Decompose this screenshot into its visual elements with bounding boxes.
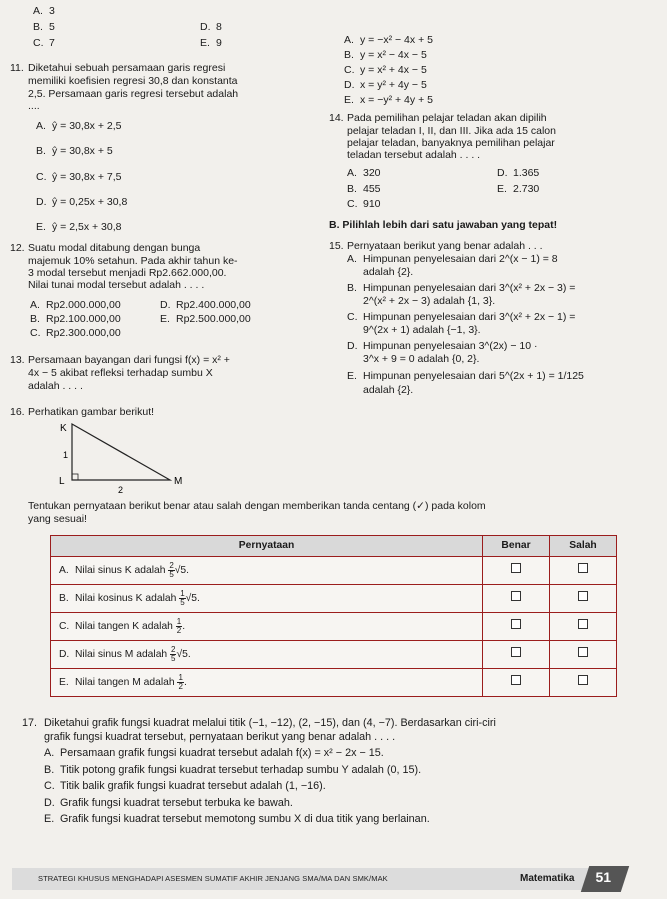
checkbox-false[interactable] (578, 647, 588, 657)
vertex-label-l: L (59, 476, 65, 487)
option: E. 2.730 (497, 183, 540, 195)
footer-book-title: STRATEGI KHUSUS MENGHADAPI ASESMEN SUMATIF AKHIR JENJANG SMA/MA DAN SMK/MAK (38, 874, 388, 883)
option: C. y = x² + 4x − 5 (344, 64, 427, 76)
option: D. x = y² + 4y − 5 (344, 79, 427, 91)
question-line: 3 modal tersebut menjadi Rp2.662.000,00. (28, 267, 227, 279)
page-footer (0, 862, 667, 899)
option: C. 910 (347, 198, 381, 210)
option: B. Rp2.100.000,00 (30, 313, 121, 325)
true-cell[interactable] (483, 557, 550, 585)
statement-cell: E. Nilai tangen M adalah $\frac{1}{2}$ . (51, 669, 483, 697)
option: C. ŷ = 30,8x + 7,5 (36, 171, 122, 183)
option: C. Rp2.300.000,00 (30, 327, 121, 339)
question-line: teladan tersebut adalah . . . . (347, 149, 481, 161)
page-number-badge (581, 866, 629, 892)
option: D. 1.365 (497, 167, 540, 179)
option: B. Himpunan penyelesaian dari 3^(x² + 2x − 3) = (347, 282, 576, 294)
vertex-label-k: K (60, 423, 67, 434)
right-angle-marker (72, 474, 78, 480)
vertex-label-m: M (174, 476, 183, 487)
option: A. 320 (347, 167, 381, 179)
option: D. Rp2.400.000,00 (160, 299, 251, 311)
question-line: 4x − 5 akibat refleksi terhadap sumbu X (28, 367, 213, 379)
fraction: $\frac{2}{5}$ (169, 561, 174, 579)
question-line: majemuk 10% setahun. Pada akhir tahun ke- (28, 255, 238, 267)
option: C. 7 (33, 37, 55, 49)
option: E. Himpunan penyelesaian dari 5^(2x + 1) = 1/125 (347, 370, 584, 382)
question-stem: Perhatikan gambar berikut! (28, 406, 155, 418)
true-cell[interactable] (483, 669, 550, 697)
page-number: 51 (595, 869, 612, 885)
statement-cell: C. Nilai tangen K adalah $\frac{1}{2}$ . (51, 613, 483, 641)
header-statement: Pernyataan (51, 536, 483, 557)
option-line: adalah {2}. (363, 384, 414, 396)
question-number: 17. (22, 717, 38, 729)
option: B. ŷ = 30,8x + 5 (36, 145, 113, 157)
true-cell[interactable] (483, 585, 550, 613)
option-line: 9^(2x + 1) adalah {−1, 3}. (363, 324, 481, 336)
false-cell[interactable] (550, 585, 617, 613)
option: E. 9 (200, 37, 222, 49)
option-line: 2^(x² + 2x − 3) adalah {1, 3}. (363, 295, 496, 307)
header-false: Salah (550, 536, 617, 557)
option: A. Rp2.000.000,00 (30, 299, 121, 311)
false-cell[interactable] (550, 641, 617, 669)
checkbox-true[interactable] (511, 647, 521, 657)
option: B. 5 (33, 21, 55, 33)
fraction: $\frac{1}{2}$ (178, 673, 183, 691)
true-cell[interactable] (483, 641, 550, 669)
question-number: 16. (10, 406, 25, 418)
option: A. y = −x² − 4x + 5 (344, 34, 433, 46)
checkbox-false[interactable] (578, 563, 588, 573)
triangle-shape (72, 424, 170, 480)
false-cell[interactable] (550, 613, 617, 641)
table-row (51, 669, 617, 697)
fraction: $\frac{1}{5}$ (180, 589, 185, 607)
statement-cell: A. Nilai sinus K adalah $\frac{2}{5}$ √5. (51, 557, 483, 585)
option: D. 8 (200, 21, 222, 33)
right-triangle-figure (56, 418, 186, 498)
question-line: grafik fungsi kuadrat tersebut, pernyataan berikut yang benar adalah . . . . (44, 731, 396, 743)
question-line: Diketahui grafik fungsi kuadrat melalui titik (−1, −12), (2, −15), dan (4, −7). Berdasarkan ciri-ciri (44, 717, 496, 729)
option: A. 3 (33, 5, 55, 17)
question-stem: Pernyataan berikut yang benar adalah . . . (347, 240, 543, 252)
question-line: 2,5. Persamaan garis regresi tersebut adalah (28, 88, 239, 100)
option: E. x = −y² + 4y + 5 (344, 94, 433, 106)
checkbox-true[interactable] (511, 675, 521, 685)
question-line: pelajar teladan I, II, dan III. Jika ada 15 calon (347, 125, 556, 137)
question-number: 14. (329, 112, 344, 124)
statement-cell: D. Nilai sinus M adalah $\frac{2}{5}$ √5. (51, 641, 483, 669)
option: D. ŷ = 0,25x + 30,8 (36, 196, 128, 208)
option: E. ŷ = 2,5x + 30,8 (36, 221, 122, 233)
table-row (51, 585, 617, 613)
option: A. Himpunan penyelesaian dari 2^(x − 1) = 8 (347, 253, 558, 265)
checkbox-true[interactable] (511, 619, 521, 629)
option: D. Grafik fungsi kuadrat tersebut terbuka ke bawah. (44, 797, 293, 809)
true-cell[interactable] (483, 613, 550, 641)
question-line: Diketahui sebuah persamaan garis regresi (28, 62, 226, 74)
option: B. y = x² − 4x − 5 (344, 49, 427, 61)
checkbox-true[interactable] (511, 591, 521, 601)
table-row (51, 557, 617, 585)
option: C. Himpunan penyelesaian dari 3^(x² + 2x − 1) = (347, 311, 576, 323)
question-line: Pada pemilihan pelajar teladan akan dipilih (347, 112, 547, 124)
side-label-lm: 2 (118, 485, 124, 495)
true-false-table (50, 535, 617, 697)
option: C. Titik balik grafik fungsi kuadrat tersebut adalah (1, −16). (44, 780, 326, 792)
side-label-kl: 1 (63, 450, 69, 460)
fraction: $\frac{1}{2}$ (176, 617, 182, 635)
question-line: pelajar teladan, banyaknya pemilihan pelajar (347, 137, 555, 149)
option: D. Himpunan penyelesaian 3^(2x) − 10 · (347, 340, 538, 352)
question-line: adalah . . . . (28, 380, 83, 392)
footer-subject: Matematika (520, 873, 575, 884)
header-true: Benar (483, 536, 550, 557)
checkbox-false[interactable] (578, 591, 588, 601)
section-heading: B. Pilihlah lebih dari satu jawaban yang tepat! (329, 219, 558, 231)
question-line: Suatu modal ditabung dengan bunga (28, 242, 201, 254)
option-line: adalah {2}. (363, 266, 414, 278)
option: B. 455 (347, 183, 381, 195)
table-row (51, 641, 617, 669)
instruction-line: yang sesuai! (28, 513, 87, 525)
question-number: 12. (10, 242, 25, 254)
false-cell[interactable] (550, 669, 617, 697)
table-row (51, 613, 617, 641)
question-line: .... (28, 100, 40, 112)
false-cell[interactable] (550, 557, 617, 585)
question-line: memiliki koefisien regresi 30,8 dan konstanta (28, 75, 238, 87)
question-line: Persamaan bayangan dari fungsi f(x) = x² + (28, 354, 230, 366)
checkbox-false[interactable] (578, 619, 588, 629)
option: B. Titik potong grafik fungsi kuadrat tersebut terhadap sumbu Y adalah (0, 15). (44, 764, 422, 776)
checkbox-true[interactable] (511, 563, 521, 573)
question-number: 13. (10, 354, 25, 366)
question-line: Nilai tunai modal tersebut adalah . . . . (28, 279, 205, 291)
option: E. Rp2.500.000,00 (160, 313, 251, 325)
checkbox-false[interactable] (578, 675, 588, 685)
question-number: 15. (329, 240, 344, 252)
instruction-line: Tentukan pernyataan berikut benar atau salah dengan memberikan tanda centang (✓) pada kolom (28, 500, 486, 512)
fraction: $\frac{2}{5}$ (171, 645, 176, 663)
option: A. Persamaan grafik fungsi kuadrat tersebut adalah f(x) = x² − 2x − 15. (44, 747, 384, 759)
question-number: 11. (10, 62, 24, 74)
option-line: 3^x + 9 = 0 adalah {0, 2}. (363, 353, 480, 365)
option: E. Grafik fungsi kuadrat tersebut memotong sumbu X di dua titik yang berlainan. (44, 813, 430, 825)
option: A. ŷ = 30,8x + 2,5 (36, 120, 122, 132)
table-header-row (51, 536, 617, 557)
statement-cell: B. Nilai kosinus K adalah $\frac{1}{5}$ √5. (51, 585, 483, 613)
